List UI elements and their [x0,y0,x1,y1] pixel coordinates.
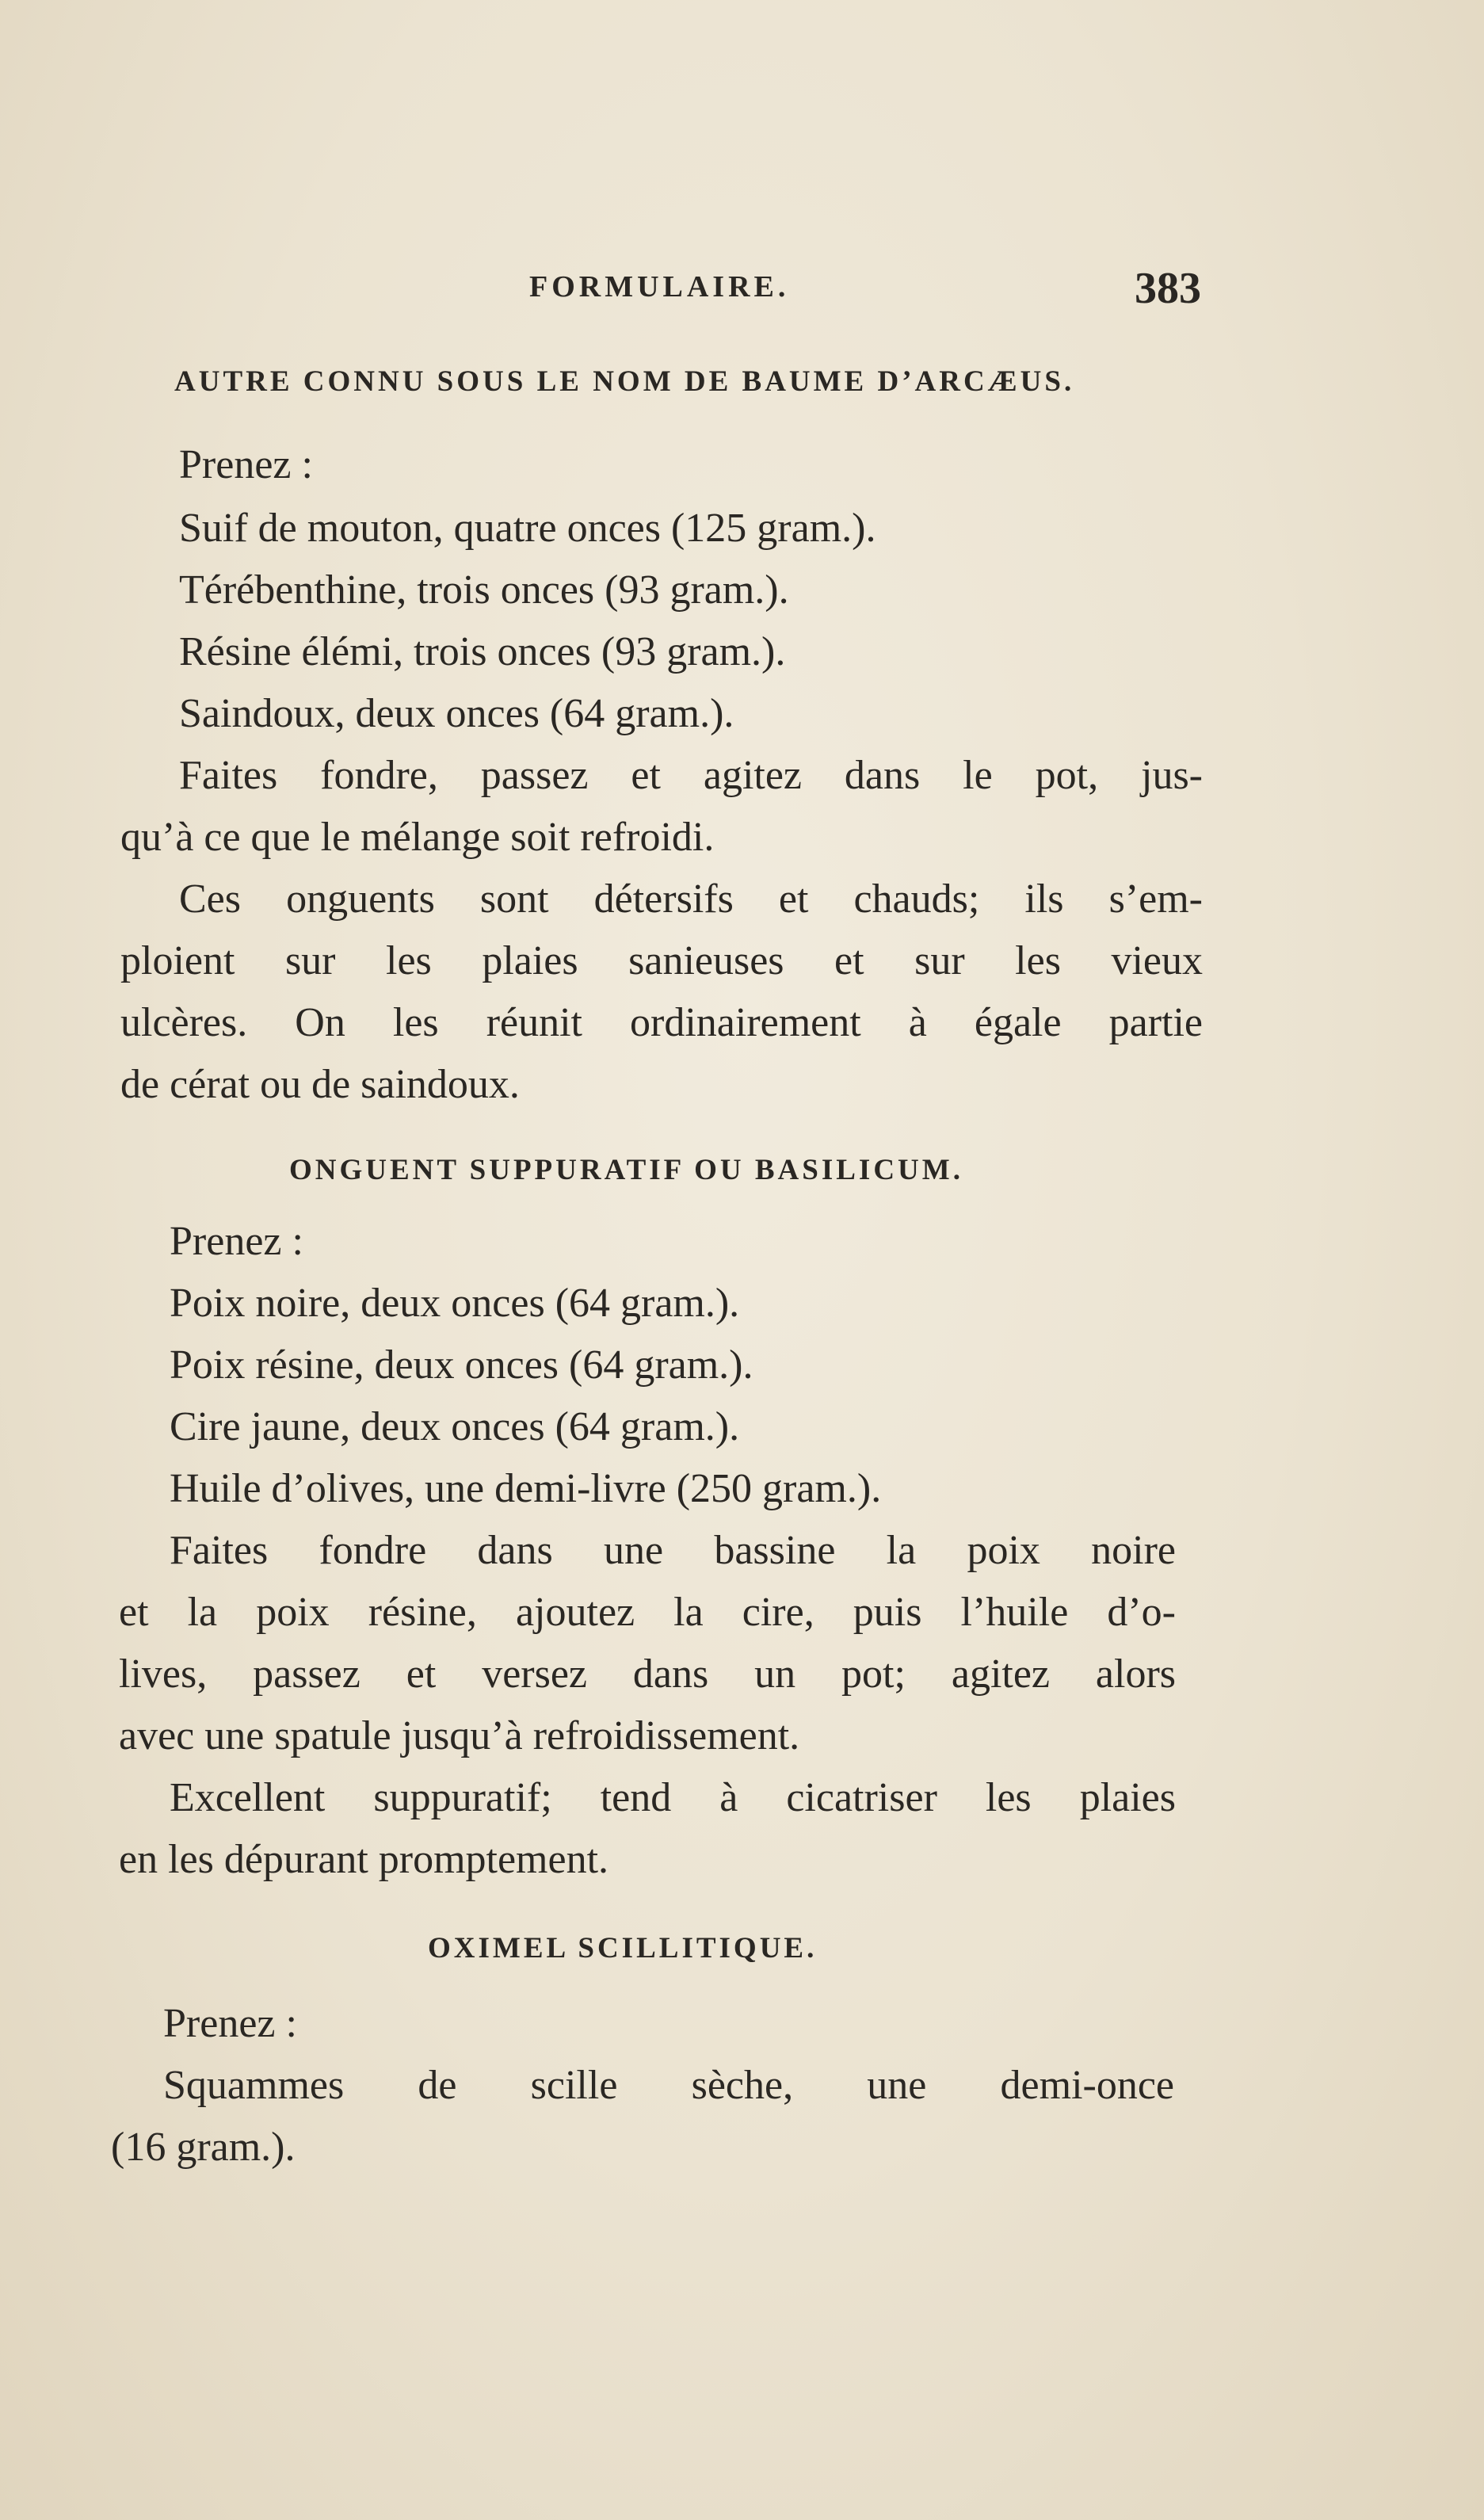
text-line: qu’à ce que le mélange soit refroidi. [120,815,715,860]
text-line: Faites fondre dans une bassine la poix noire [170,1528,1176,1573]
page-header [529,264,1201,317]
text-line: de cérat ou de saindoux. [120,1062,520,1107]
text-line: Térébenthine, trois onces (93 gram.). [179,567,789,613]
text-line: Faites fondre, passez et agitez dans le pot, jus- [179,753,1203,798]
running-title: FORMULAIRE. [529,270,790,304]
section-heading: ONGUENT SUPPURATIF OU BASILICUM. [289,1154,963,1186]
section-heading: AUTRE CONNU SOUS LE NOM DE BAUME D’ARCÆUS. [174,365,1075,398]
text-line: (16 gram.). [111,2125,296,2170]
text-line: avec une spatule jusqu’à refroidissement. [119,1713,800,1758]
text-line: et la poix résine, ajoutez la cire, puis l’huile d’o- [119,1590,1176,1635]
text-line: ploient sur les plaies sanieuses et sur les vieux [120,938,1203,983]
text-line: Suif de mouton, quatre onces (125 gram.). [179,506,876,551]
section-heading: OXIMEL SCILLITIQUE. [428,1932,818,1964]
text-line: Saindoux, deux onces (64 gram.). [179,691,734,736]
text-line: Prenez : [163,2001,297,2046]
page-number: 383 [1135,264,1201,313]
text-line: Squammes de scille sèche, une demi-once [163,2063,1174,2108]
text-line: Excellent suppuratif; tend à cicatriser les plaies [170,1775,1176,1820]
text-line: Poix résine, deux onces (64 gram.). [170,1342,753,1388]
text-line: en les dépurant promptement. [119,1837,609,1882]
text-line: Résine élémi, trois onces (93 gram.). [179,629,786,674]
text-line: Ces onguents sont détersifs et chauds; ils s’em- [179,876,1203,922]
text-line: Poix noire, deux onces (64 gram.). [170,1281,740,1326]
text-line: Prenez : [179,442,313,487]
text-line: Prenez : [170,1219,303,1264]
text-line: ulcères. On les réunit ordinairement à égale partie [120,1000,1203,1045]
text-line: Huile d’olives, une demi-livre (250 gram.). [170,1466,882,1511]
text-line: lives, passez et versez dans un pot; agitez alors [119,1651,1176,1697]
text-line: Cire jaune, deux onces (64 gram.). [170,1404,740,1449]
